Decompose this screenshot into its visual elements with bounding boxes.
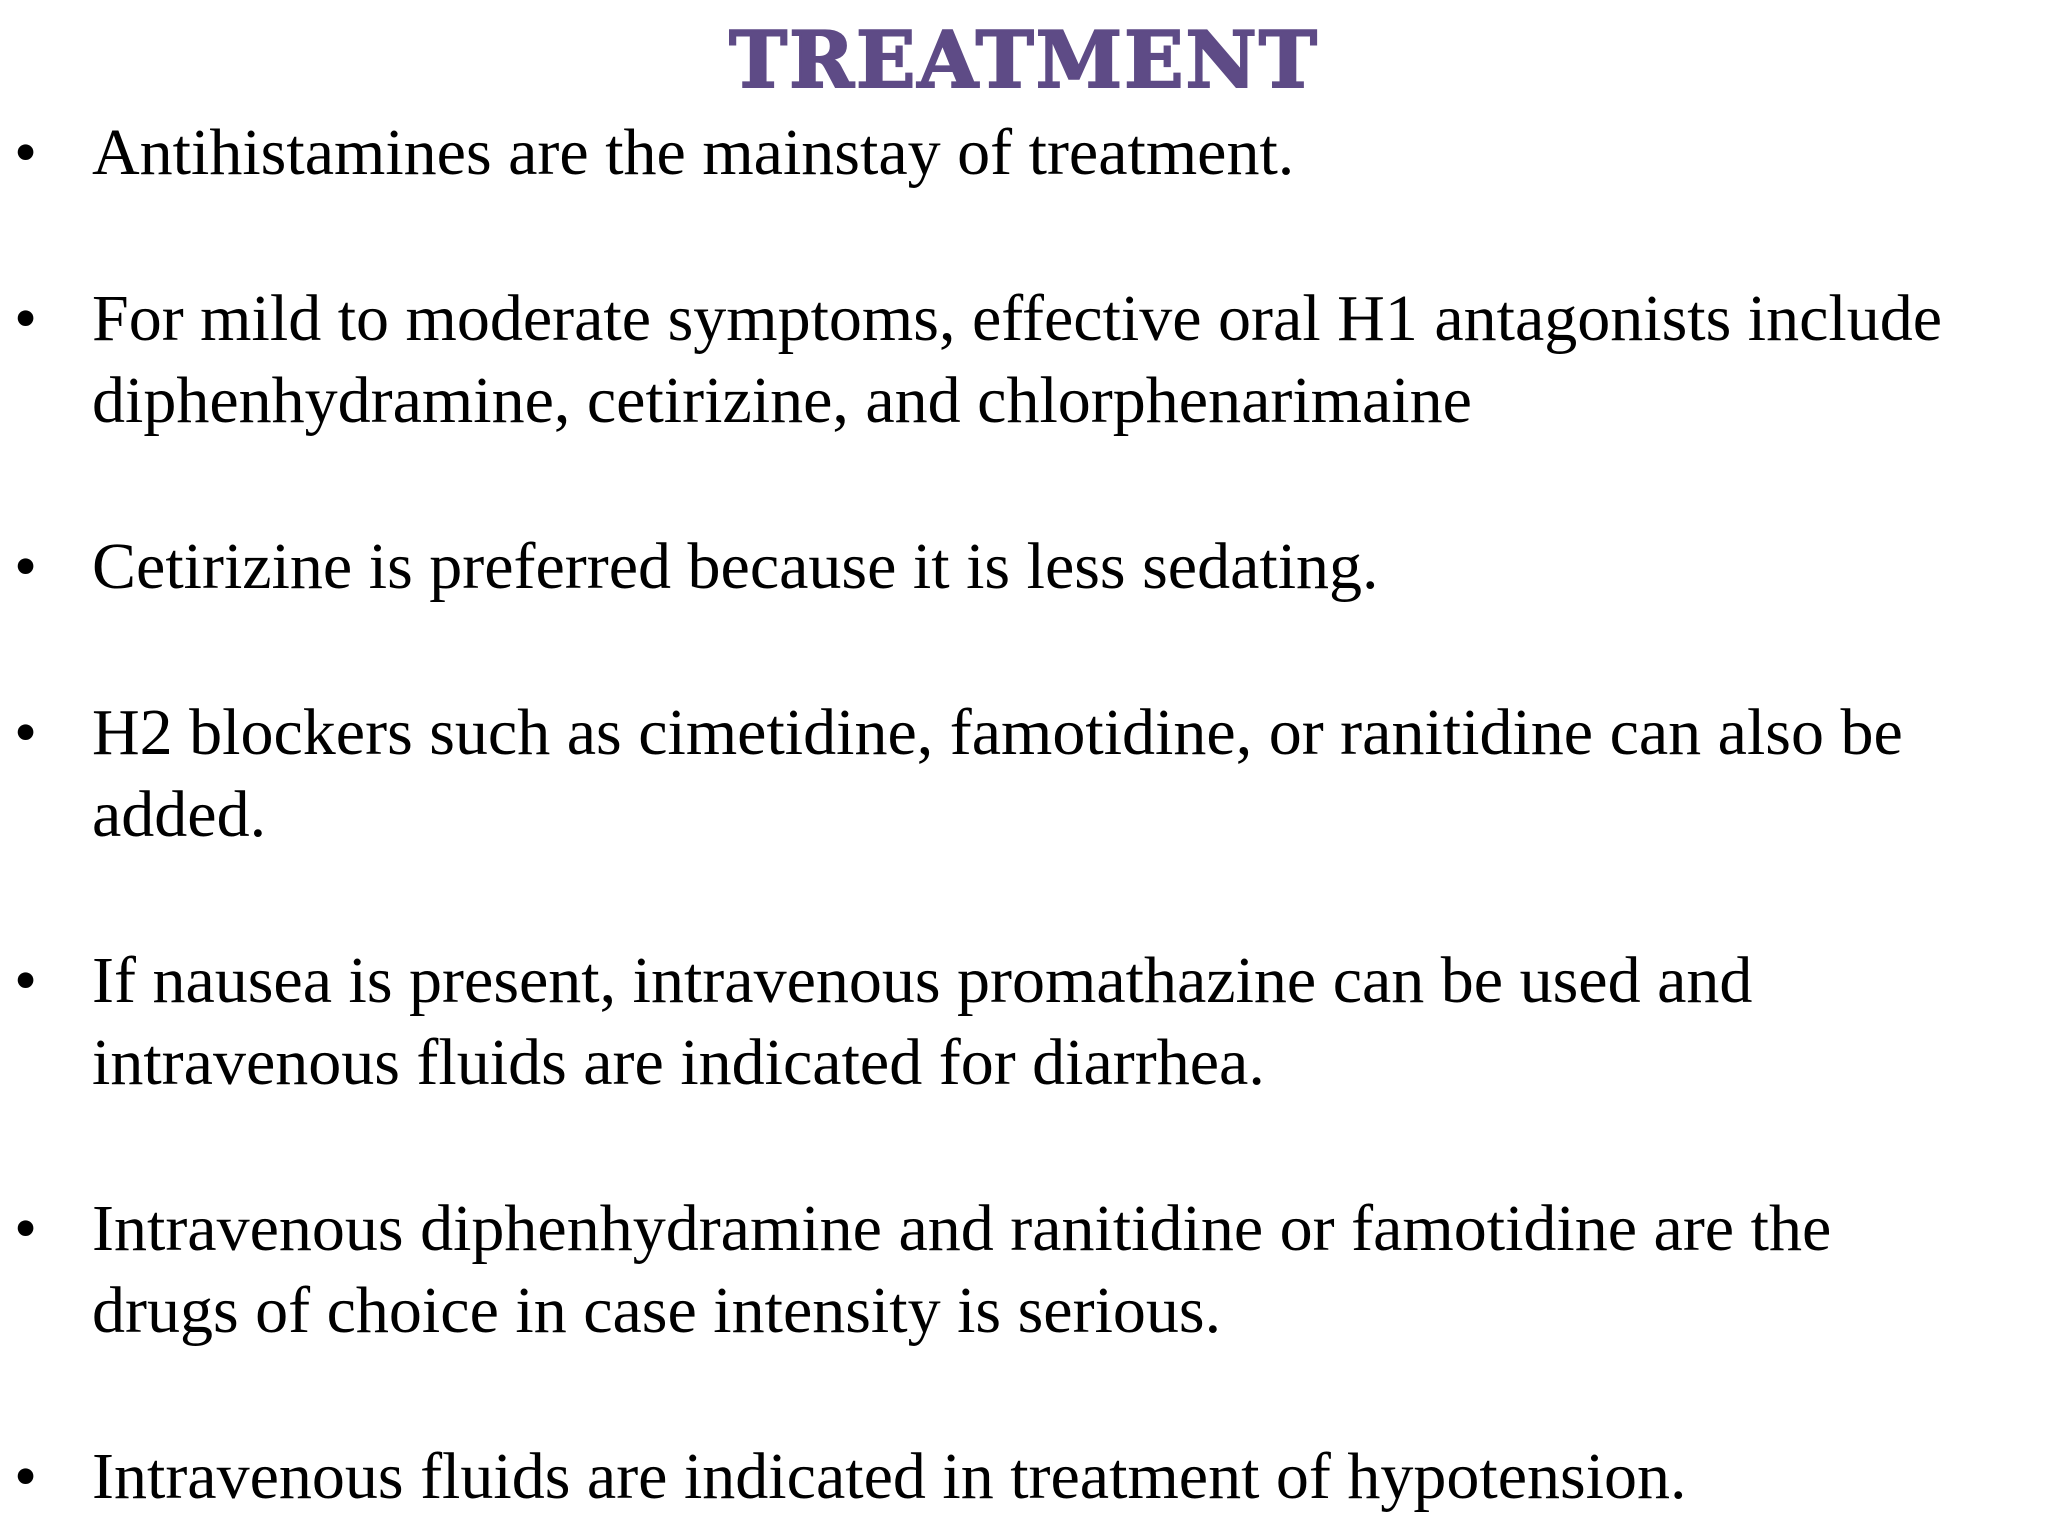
- bullet-text: [92, 1436, 2040, 1518]
- bullet-line: Intravenous diphenhydramine and ranitidine or famotidine are the: [92, 1192, 1832, 1265]
- bullet-line: Cetirizine is preferred because it is less sedating.: [92, 530, 1379, 603]
- bullet-line: added.: [92, 778, 267, 851]
- bullet-text: [92, 112, 2040, 194]
- bullet-text: [92, 278, 2040, 442]
- bullet-icon: •: [14, 944, 38, 1017]
- bullet-line: H2 blockers such as cimetidine, famotidine, or ranitidine can also be: [92, 696, 1903, 769]
- slide-title: TREATMENT: [729, 15, 1319, 106]
- bullet-text: [92, 940, 2040, 1104]
- bullet-icon: •: [14, 1440, 38, 1513]
- bullet-line: intravenous fluids are indicated for diarrhea.: [92, 1026, 1265, 1099]
- bullet-line: diphenhydramine, cetirizine, and chlorphenarimaine: [92, 364, 1472, 437]
- bullet-icon: •: [14, 696, 38, 769]
- bullet-line: Intravenous fluids are indicated in treatment of hypotension.: [92, 1440, 1687, 1513]
- bullet-text: [92, 692, 2040, 856]
- bullet-icon: •: [14, 1192, 38, 1265]
- bullet-text: [92, 526, 2040, 608]
- bullet-text: [92, 1188, 2040, 1352]
- bullet-line: For mild to moderate symptoms, effective oral H1 antagonists include: [92, 282, 1943, 355]
- bullet-line: Antihistamines are the mainstay of treatment.: [92, 116, 1295, 189]
- bullet-icon: •: [14, 116, 38, 189]
- bullet-line: drugs of choice in case intensity is serious.: [92, 1274, 1222, 1347]
- bullet-line: If nausea is present, intravenous promathazine can be used and: [92, 944, 1753, 1017]
- bullet-icon: •: [14, 282, 38, 355]
- bullet-icon: •: [14, 530, 38, 603]
